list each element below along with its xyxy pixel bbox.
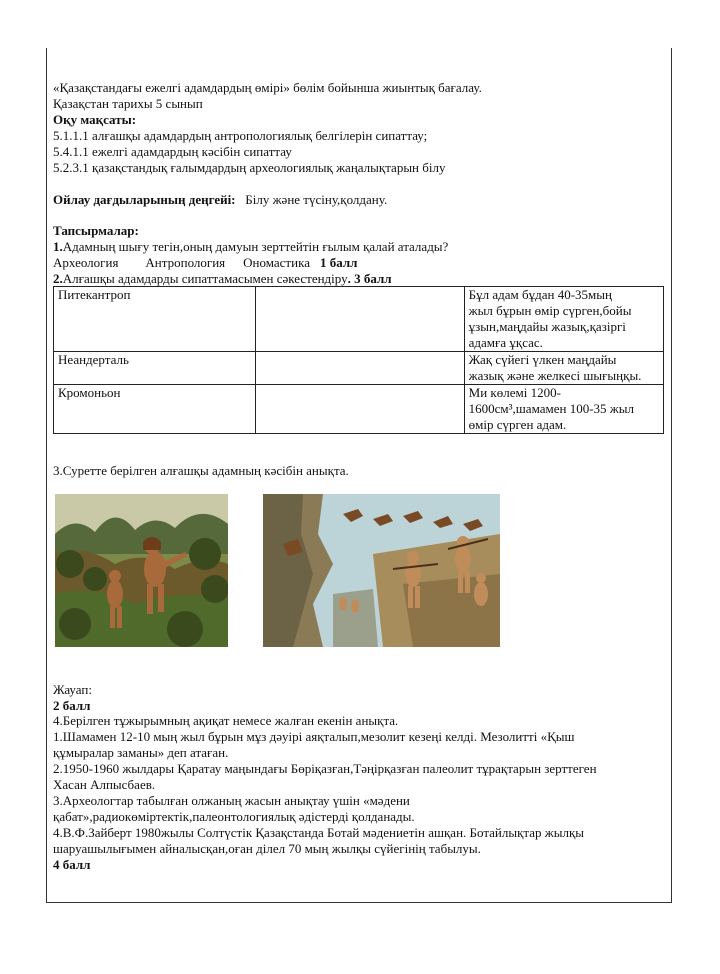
task4-line: қабат»,радиокөміртектік,палеонтологиялық әдістерді қолданады. bbox=[53, 809, 415, 824]
answer-label: Жауап: bbox=[53, 682, 92, 697]
objectives-heading: Оқу мақсаты: bbox=[53, 112, 137, 127]
task4-line: 1.Шамамен 12-10 мың жыл бұрын мұз дәуірі аяқталып,мезолит кезеңі келді. Мезолитті «Қыш bbox=[53, 729, 575, 744]
task4-line: 3.Археологтар табылған олжаның жасын анықтау үшін «мәдени bbox=[53, 793, 410, 808]
task3-score: 2 балл bbox=[53, 698, 91, 713]
thinking-value: Білу және түсіну,қолдану. bbox=[245, 192, 388, 207]
gatherers-illustration bbox=[55, 494, 228, 647]
task1-options bbox=[53, 255, 357, 271]
task1-number: 1. bbox=[53, 239, 63, 254]
task4-line: шаруашылығымен айналысқан,оған ділел 70 мың жылқы сүйегінің табылуы. bbox=[53, 841, 481, 856]
table-cell-description: Бұл адам бұдан 40-35мың жыл бұрын өмір сүрген,бойы ұзын,маңдайы жазық,қазіргі адамға ұқсас. bbox=[464, 287, 663, 352]
task4-line: 2.1950-1960 жылдары Қаратау маңындағы Бөріқазған,Тәңірқазған палеолит тұрақтарын зерттеген bbox=[53, 761, 597, 776]
task1-option: Антропология bbox=[145, 255, 226, 270]
task4-heading: 4.Берілген тұжырымның ақиқат немесе жалған екенін анықта. bbox=[53, 713, 399, 728]
task2-score: . 3 балл bbox=[347, 271, 392, 286]
task4-line: 4.В.Ф.Зайберт 1980жылы Солтүстік Қазақстанда Ботай мәдениетін ашқан. Ботайлықтар жылқы bbox=[53, 825, 585, 840]
objective-item: 5.2.3.1 қазақстандық ғалымдардың археологиялық жаңалықтарын білу bbox=[53, 160, 446, 175]
thinking-label: Ойлау дағдыларының деңгейі: bbox=[53, 192, 236, 207]
table-cell-description: Жақ сүйегі үлкен маңдайы жазық және желкесі шығыңқы. bbox=[464, 352, 663, 385]
table-cell-blank[interactable] bbox=[256, 352, 464, 385]
table-row bbox=[54, 385, 664, 434]
task2-text: Алғашқы адамдарды сипаттамасымен сәкестендіру bbox=[62, 271, 348, 286]
task2-question bbox=[53, 271, 392, 287]
task4-line: Хасан Алпысбаев. bbox=[53, 777, 156, 792]
tasks-heading: Тапсырмалар: bbox=[53, 223, 139, 238]
table-cell-description: Ми көлемі 1200- 1600см³,шамамен 100-35 жыл өмір сүрген адам. bbox=[464, 385, 663, 434]
table-cell-blank[interactable] bbox=[256, 287, 464, 352]
table-row bbox=[54, 352, 664, 385]
table-cell-blank[interactable] bbox=[256, 385, 464, 434]
document-title: «Қазақстандағы ежелгі адамдардың өмірі» бөлім бойынша жиынтық бағалау. bbox=[53, 80, 482, 95]
task2-number: 2. bbox=[53, 271, 63, 286]
task1-text: Адамның шығу тегін,оның дамуын зерттейтін ғылым қалай аталады? bbox=[62, 239, 449, 254]
table-cell-name: Кромоньон bbox=[54, 385, 256, 434]
table-cell-name: Питекантроп bbox=[54, 287, 256, 352]
task1-question bbox=[53, 239, 448, 255]
objective-item: 5.4.1.1 ежелгі адамдардың кәсібін сипаттау bbox=[53, 144, 292, 159]
task1-option: Ономастика bbox=[243, 255, 310, 270]
table-cell-name: Неандерталь bbox=[54, 352, 256, 385]
task1-score: 1 балл bbox=[319, 255, 358, 270]
task3-question: 3.Суретте берілген алғашқы адамның кәсібін анықта. bbox=[53, 463, 349, 478]
subject-line: Қазақстан тарихы 5 сынып bbox=[53, 96, 203, 111]
task4-score: 4 балл bbox=[53, 857, 91, 872]
hunters-illustration bbox=[263, 494, 500, 647]
objective-item: 5.1.1.1 алғашқы адамдардың антропологиялық белгілерін сипаттау; bbox=[53, 128, 428, 143]
matching-table bbox=[53, 286, 664, 434]
task1-option: Археология bbox=[53, 255, 119, 270]
task4-line: құмыралар заманы» деп атаған. bbox=[53, 745, 229, 760]
thinking-level bbox=[53, 192, 387, 208]
table-row bbox=[54, 287, 664, 352]
